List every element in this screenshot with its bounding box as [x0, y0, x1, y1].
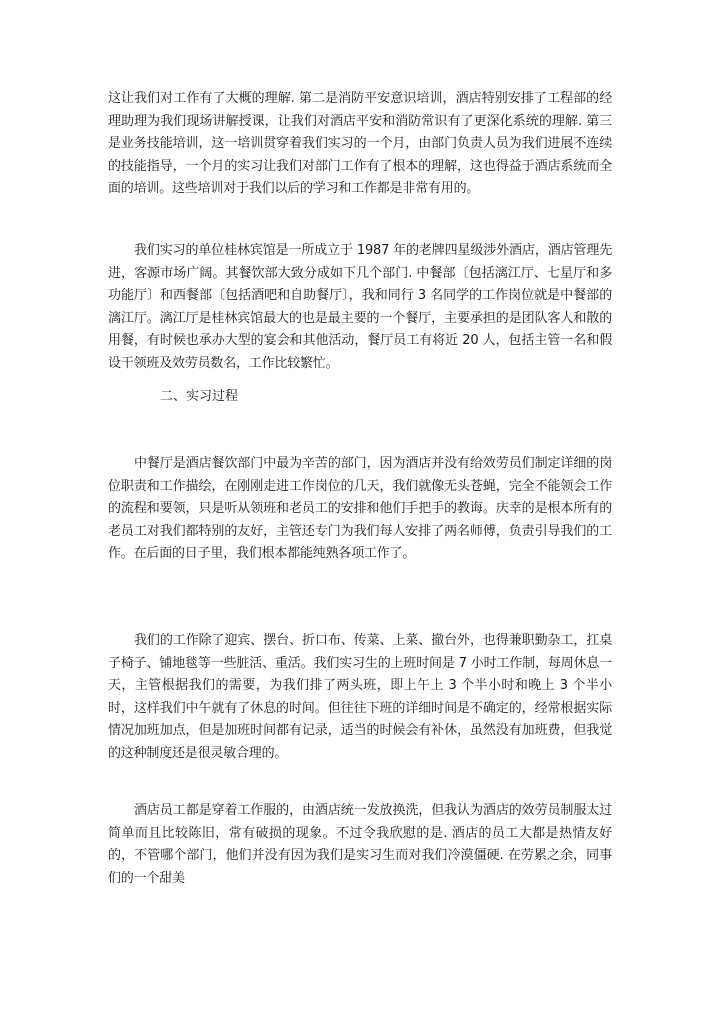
paragraph-uniforms: 酒店员工都是穿着工作服的，由酒店统一发放换洗，但我认为酒店的效劳员制服太过简单而且比较陈旧，常有破损的现象。不过令我欣慰的是. 酒店的员工大都是热情友好的，不管哪个部门，他们并没有因为我们是实习生而对我们冷漠僵硬. 在劳累之余，同事们的一个甜美 — [108, 803, 612, 886]
paragraph-work-duties: 我们的工作除了迎宾、摆台、折口布、传菜、上菜、撤台外，也得兼职勤杂工，扛桌子椅子、铺地毯等一些脏活、重活。我们实习生的上班时间是 7 小时工作制，每周休息一天，主管根据我们的需要，为我们排了两头班，即上午上 3 个半小时和晚上 3 个半小时，这样我们中午就有了休息的时间。但往往下班的详细时间是不确定的，经常根据实际情况加班加点，但是加班时间都有记录，适当的时候会有补休，虽然没有加班费，但我觉的这种制度还是很灵敏合理的。 — [108, 633, 612, 761]
paragraph-chinese-restaurant: 中餐厅是酒店餐饮部门中最为辛苦的部门，因为酒店并没有给效劳员们制定详细的岗位职责和工作描绘，在刚刚走进工作岗位的几天，我们就像无头苍蝇，完全不能领会工作的流程和要领，只是听从领班和老员工的安排和他们手把手的教诲。庆幸的是根本所有的老员工对我们都特别的友好，主管还专门为我们每人安排了两名师傅，负责引导我们的工作。在后面的日子里，我们根本都能纯熟各项工作了。 — [108, 456, 612, 561]
paragraph-training: 这让我们对工作有了大概的理解. 第二是消防平安意识培训，酒店特别安排了工程部的经理助理为我们现场讲解授课，让我们对酒店平安和消防常识有了更深化系统的理解. 第三是业务技能培训，这一培训贯穿着我们实习的一个月，由部门负责人员为我们进展不连续的技能指导，一个月的实习让我们对部门工作有了根本的理解，这也得益于酒店系统而全面的培训。这些培训对于我们以后的学习和工作都是非常有用的。 — [108, 91, 612, 196]
section-heading: 二、实习过程 — [160, 389, 239, 404]
paragraph-hotel-intro: 我们实习的单位桂林宾馆是一所成立于 1987 年的老牌四星级涉外酒店，酒店管理先进，客源市场广阔。其餐饮部大致分成如下几个部门. 中餐部〔包括漓江厅、七星厅和多功能厅〕和西餐部〔包括酒吧和自助餐厅〕，我和同行 3 名同学的工作岗位就是中餐部的漓江厅。漓江厅是桂林宾馆最大的也是最主要的一个餐厅，主要承担的是团队客人和散的用餐，有时候也承办大型的宴会和其他活动，餐厅员工有将近 20 人，包括主管一名和假设干领班及效劳员数名，工作比较繁忙。 — [108, 243, 612, 371]
